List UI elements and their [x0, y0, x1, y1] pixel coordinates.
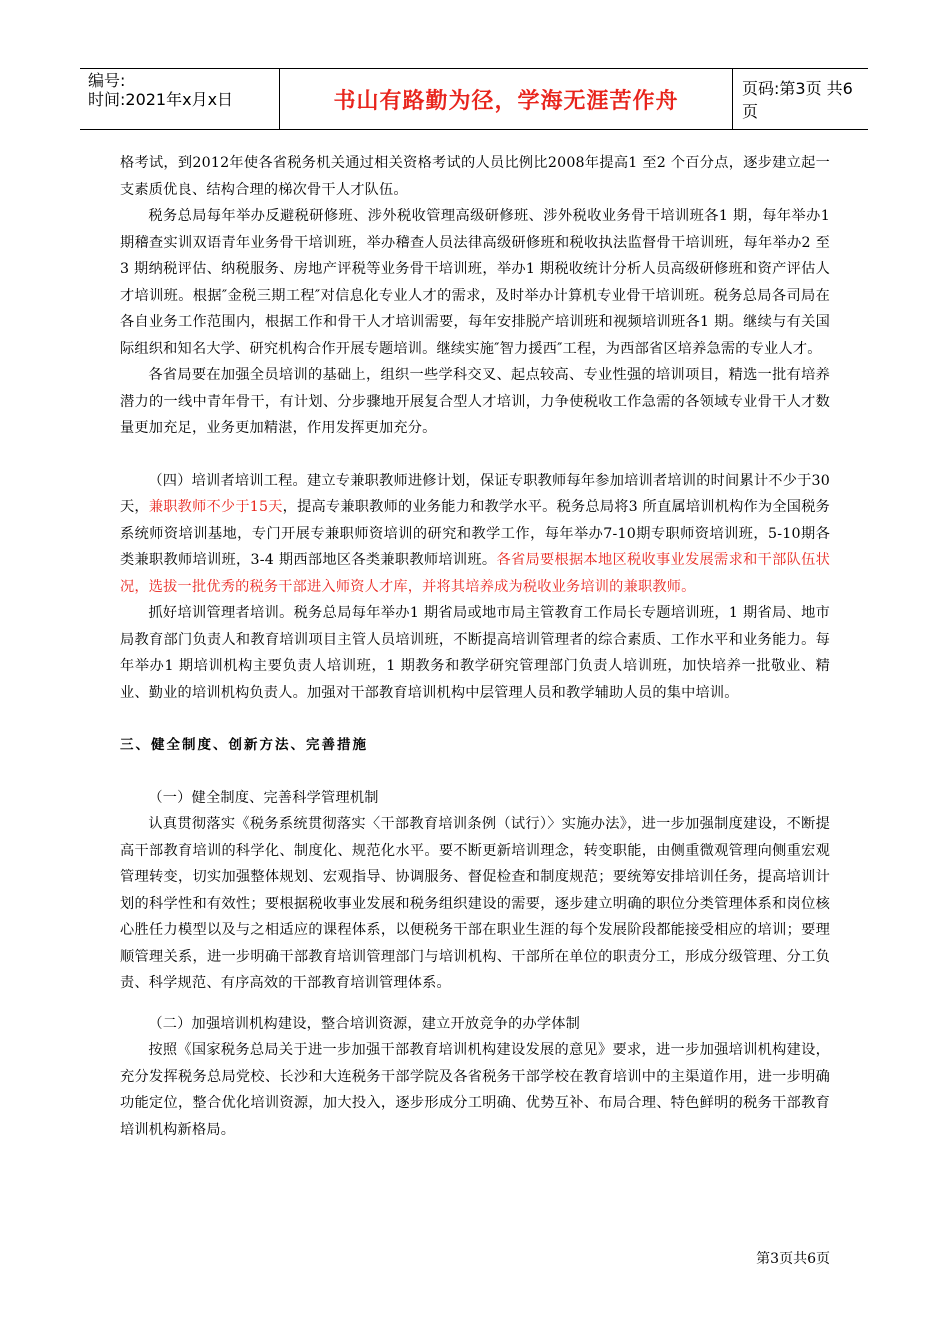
header-page-number: 页码:第3页 共6页: [742, 79, 853, 121]
page-header: [80, 68, 868, 130]
paragraph: 各省局要在加强全员培训的基础上，组织一些学科交叉、起点较高、专业性强的培训项目，精选一批有培养潜力的一线中青年骨干，有计划、分步骤地开展复合型人才培训，力争使税收工作急需的各领域专业骨干人才数量更加充足，业务更加精湛，作用发挥更加充分。: [120, 367, 830, 436]
subsection-title: （二）加强培训机构建设，整合培训资源，建立开放竞争的办学体制: [148, 1015, 581, 1032]
section-heading: 三、健全制度、创新方法、完善措施: [120, 737, 368, 753]
document-time: 时间:2021年x月x日: [88, 90, 234, 109]
text-run: ，提高专兼职教师的业务能力和教学水平。税务总局将3 所直属培训机构作为全国税务系统师资培训基地，专门开展专兼职师资培训的研究和教学工作，每年举办7-10期专职师资培训班，5-10期各类兼职教师培训班，3-4 期西部地区各类兼职教师培训班。: [120, 499, 830, 568]
text-run: （四）培训者培训工程。建立专兼职教师进修计划，保证专职教师每年参加培训者培训的时间累计不少于30天，: [120, 472, 830, 515]
paragraph-teacher-training: [120, 468, 830, 601]
subsection-title: （一）健全制度、完善科学管理机制: [148, 789, 379, 806]
highlight-text: 各省局要根据本地区税收事业发展需求和干部队伍状况，选拔一批优秀的税务干部进入师资人才库，并将其培养成为税收业务培训的兼职教师。: [120, 552, 830, 595]
paragraph: 按照《国家税务总局关于进一步加强干部教育培训机构建设发展的意见》要求，进一步加强培训机构建设，充分发挥税务总局党校、长沙和大连税务干部学院及各省税务干部学校在教育培训中的主渠道作用，进一步明确功能定位，整合优化培训资源，加大投入，逐步形成分工明确、优势互补、布局合理、特色鲜明的税务干部教育培训机构新格局。: [120, 1042, 830, 1138]
highlight-text: 兼职教师不少于15天: [148, 499, 283, 515]
paragraph: 格考试，到2012年使各省税务机关通过相关资格考试的人员比例比2008年提高1 至2 个百分点，逐步建立起一支素质优良、结构合理的梯次骨干人才队伍。: [120, 155, 830, 198]
header-motto: 书山有路勤为径，学海无涯苦作舟: [279, 68, 733, 130]
paragraph: 税务总局每年举办反避税研修班、涉外税收管理高级研修班、涉外税收业务骨干培训班各1 期，每年举办1 期稽查实训双语青年业务骨干培训班，举办稽查人员法律高级研修班和税收执法监督骨干培训班，每年举办2 至3 期纳税评估、纳税服务、房地产评税等业务骨干培训班，举办1 期税收统计分析人员高级研修班和资产评估人才培训班。根据″金税三期工程″对信息化专业人才的需求，及时举办计算机专业骨干培训班。税务总局各司局在各自业务工作范围内，根据工作和骨干人才培训需要，每年安排脱产培训班和视频培训班各1 期。继续与有关国际组织和知名大学、研究机构合作开展专题培训。继续实施″智力援西″工程，为西部省区培养急需的专业人才。: [120, 208, 830, 357]
header-meta: [88, 71, 278, 109]
document-number: 编号:: [88, 71, 126, 90]
paragraph: 抓好培训管理者培训。税务总局每年举办1 期省局或地市局主管教育工作局长专题培训班，1 期省局、地市局教育部门负责人和教育培训项目主管人员培训班，不断提高培训管理者的综合素质、工作水平和业务能力。每年举办1 期培训机构主要负责人培训班，1 期教务和教学研究管理部门负责人培训班，加快培养一批敬业、精业、勤业的培训机构负责人。加强对干部教育培训机构中层管理人员和教学辅助人员的集中培训。: [120, 605, 830, 701]
page-footer: 第3页共6页: [756, 1251, 830, 1267]
paragraph: 认真贯彻落实《税务系统贯彻落实〈干部教育培训条例（试行）〉实施办法》，进一步加强制度建设，不断提高干部教育培训的科学化、制度化、规范化水平。要不断更新培训理念，转变职能，由侧重微观管理向侧重宏观管理转变，切实加强整体规划、宏观指导、协调服务、督促检查和制度规范；要统筹安排培训任务，提高培训计划的科学性和有效性；要根据税收事业发展和税务组织建设的需要，逐步建立明确的职位分类管理体系和岗位核心胜任力模型以及与之相适应的课程体系，以便税务干部在职业生涯的每个发展阶段都能接受相应的培训；要理顺管理关系，进一步明确干部教育培训管理部门与培训机构、干部所在单位的职责分工，形成分级管理、分工负责、科学规范、有序高效的干部教育培训管理体系。: [120, 816, 830, 991]
document-body: [120, 150, 830, 1143]
